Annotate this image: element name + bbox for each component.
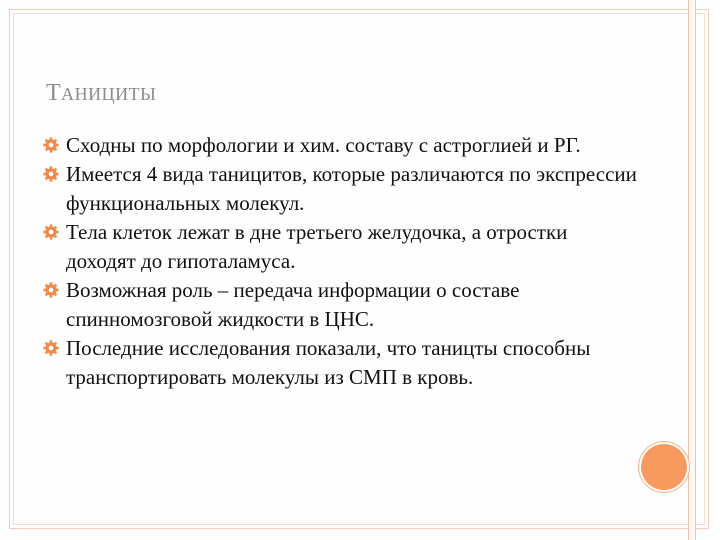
bullet-text: Имеется 4 вида таницитов, которые различаются по экспрессии функциональных молекул. (66, 162, 637, 215)
accent-circle (641, 444, 687, 490)
list-item (42, 160, 642, 218)
gear-bullet-icon (42, 339, 60, 357)
list-item (42, 276, 642, 334)
page-title (46, 80, 156, 107)
gear-bullet-icon (42, 281, 60, 299)
bullet-list (42, 131, 642, 392)
list-item (42, 218, 642, 276)
bullet-text: Тела клеток лежат в дне третьего желудочка, а отростки доходят до гипоталамуса. (66, 220, 568, 273)
title-rest: АНИЦИТЫ (61, 84, 157, 104)
bullet-text: Сходны по морфологии и хим. составу с астроглией и РГ. (66, 133, 581, 157)
gear-bullet-icon (42, 136, 60, 154)
gear-bullet-icon (42, 165, 60, 183)
bullet-text: Возможная роль – передача информации о составе спинномозговой жидкости в ЦНС. (66, 278, 520, 331)
gear-bullet-icon (42, 223, 60, 241)
list-item (42, 334, 642, 392)
decorative-rail (688, 0, 696, 540)
title-first-letter: Т (46, 80, 62, 106)
list-item (42, 131, 642, 160)
bullet-text: Последние исследования показали, что таницты способны транспортировать молекулы из СМП в кровь. (66, 336, 591, 389)
